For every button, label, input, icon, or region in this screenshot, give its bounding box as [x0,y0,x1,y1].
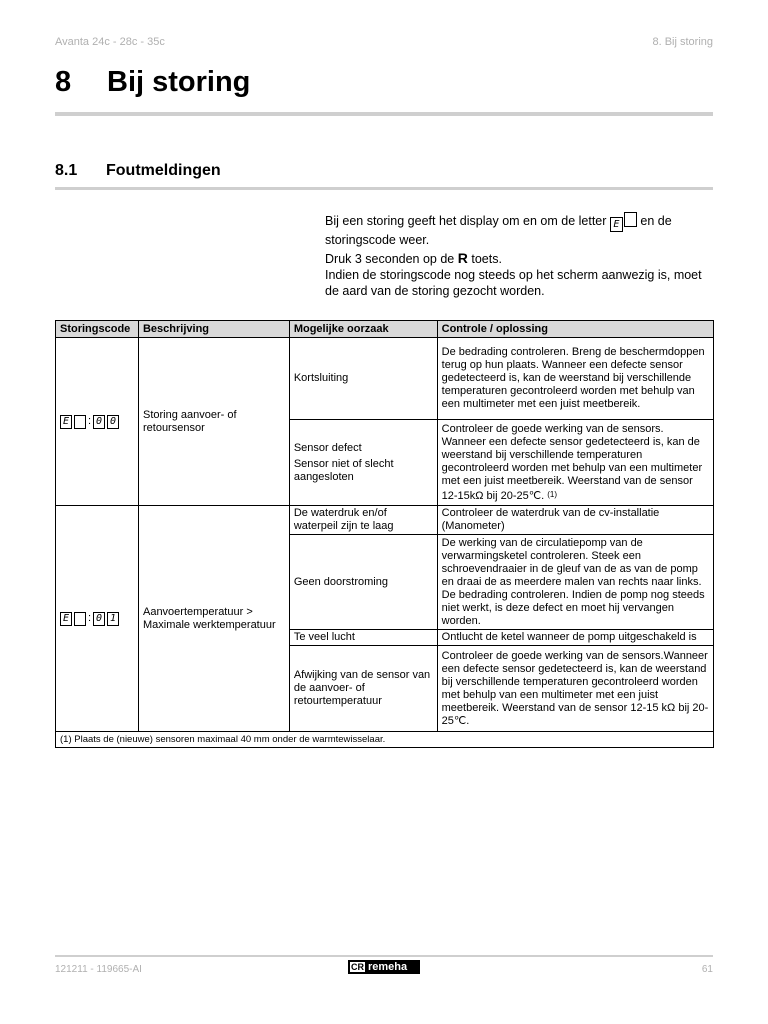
section-number: 8.1 [55,162,78,179]
cause-cell: Sensor defect Sensor niet of slecht aangesloten [289,420,437,506]
cause-cell: Te veel lucht [289,630,437,646]
running-header-chapter: 8. Bij storing [652,36,713,48]
remeha-logo-mark-icon: CR [351,962,364,972]
document-code: 121211 - 119665-AI [55,964,142,975]
chapter-number: 8 [55,66,72,98]
header-oorzaak: Mogelijke oorzaak [289,321,437,338]
error-code-e00: E : 0 0 [56,338,139,506]
chapter-rule [55,112,713,116]
description-cell: Aanvoertemperatuur > Maximale werktemperatuur [138,506,289,732]
error-code-e01: E : 0 1 [56,506,139,732]
table-header-row [56,321,714,338]
header-storingscode: Storingscode [56,321,139,338]
intro-paragraph-1: Bij een storing geeft het display om en om de letter E en de storingscode weer. [325,214,672,247]
table-row [56,338,714,420]
cause-cell: De waterdruk en/of waterpeil zijn te laag [289,506,437,535]
footer-rule [55,955,713,957]
solution-cell: Ontlucht de ketel wanneer de pomp uitgeschakeld is [437,630,713,646]
reset-key-symbol: R [457,250,468,266]
chapter-title: Bij storing [107,66,251,98]
lcd-letter-icon: E [610,217,623,232]
solution-cell: Controleer de goede werking van de sensors.Wanneer een defecte sensor gedetecteerd is, kan de weerstand bij verschillende temperaturen gecontroleerd worden met behulp van een multimeter met een juist meetbereik. Weerstand van de sensor 12-15 kΩ bij 20-25℃. [437,646,713,732]
section-rule [55,187,713,190]
table-row [56,506,714,535]
cause-cell: Afwijking van de sensor van de aanvoer- of retourtemperatuur [289,646,437,732]
cause-cell: Geen doorstroming [289,535,437,630]
chapter-heading [55,66,250,99]
solution-cell: De werking van de circulatiepomp van de verwarmingsketel controleren. Steek een schroevendraaier in de gleuf van de as van de pomp en draai de as meerdere malen van rechts naar links. De bedrading controleren. Indien de pomp nog steeds niet werkt, is deze defect en moet hij vervangen worden. [437,535,713,630]
section-heading [55,162,221,180]
footnote-ref: (1) [547,489,558,499]
intro-text [325,212,717,301]
table-footnote: (1) Plaats de (nieuwe) sensoren maximaal 40 mm onder de warmtewisselaar. [56,732,714,748]
lcd-blank-icon [624,212,637,227]
remeha-logo [348,960,420,974]
running-header-product: Avanta 24c - 28c - 35c [55,36,165,48]
header-oplossing: Controle / oplossing [437,321,713,338]
page-number: 61 [701,964,713,975]
description-cell: Storing aanvoer- of retoursensor [138,338,289,506]
header-beschrijving: Beschrijving [138,321,289,338]
remeha-logo-text: remeha [368,961,408,973]
error-code-table [55,320,714,748]
section-title: Foutmeldingen [106,162,221,179]
solution-cell: Controleer de goede werking van de sensors. Wanneer een defecte sensor gedetecteerd is, kan de weerstand bij verschillende temperaturen gecontroleerd worden met behulp van een multimeter met een juist meetbereik. Weerstand van de sensor 12-15kΩ bij 20-25℃. $^{(1)}$ [437,420,713,506]
solution-cell: De bedrading controleren. Breng de beschermdoppen terug op hun plaats. Wanneer een defecte sensor gedetecteerd is, kan de weerstand bij verschillende temperaturen gecontroleerd worden met behulp van een multimeter met een juist meetbereik. [437,338,713,420]
table-footnote-row [56,732,714,748]
cause-cell: Kortsluiting [289,338,437,420]
solution-cell: Controleer de waterdruk van de cv-installatie (Manometer) [437,506,713,535]
intro-paragraph-2: Druk 3 seconden op de R toets. Indien de storingscode nog steeds op het scherm aanwezig is, moet de aard van de storing gezocht worden. [325,250,702,298]
